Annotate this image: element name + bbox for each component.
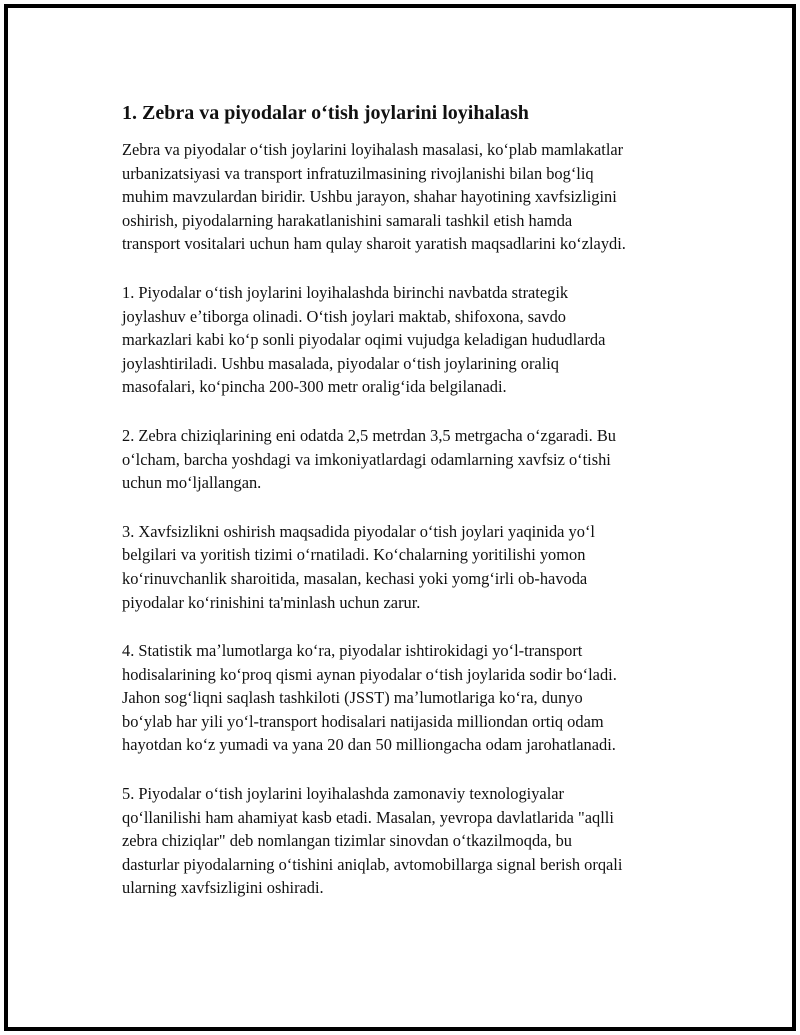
text-line: oshirish, piyodalarning harakatlanishini samarali tashkil etish hamda xyxy=(122,210,573,230)
text-line: koʻrinuvchanlik sharoitida, masalan, kechasi yoki yomgʻirli ob-havoda xyxy=(122,568,588,588)
document-body xyxy=(122,100,702,925)
text-line: 2. Zebra chiziqlarining eni odatda 2,5 metrdan 3,5 metrgacha oʻzgaradi. Bu xyxy=(122,425,616,445)
text-line: hayotdan koʻz yumadi va yana 20 dan 50 milliongacha odam jarohatlanadi. xyxy=(122,735,616,755)
text-line: 4. Statistik maʼlumotlarga koʻra, piyodalar ishtirokidagi yoʻl-transport xyxy=(122,641,583,661)
text-line: urbanizatsiyasi va transport infratuzilmasining rivojlanishi bilan bogʻliq xyxy=(122,163,594,183)
text-line: ularning xavfsizligini oshiradi. xyxy=(122,878,324,898)
text-line: qoʻllanilishi ham ahamiyat kasb etadi. Masalan, yevropa davlatlarida "aqlli xyxy=(122,807,614,827)
text-line: masofalari, koʻpincha 200-300 metr oraligʻida belgilanadi. xyxy=(122,377,507,397)
document-title: 1. Zebra va piyodalar oʻtish joylarini loyihalash xyxy=(122,102,529,124)
text-line: zebra chiziqlar" deb nomlangan tizimlar sinovdan oʻtkazilmoqda, bu xyxy=(122,831,572,851)
text-line: 1. Piyodalar oʻtish joylarini loyihalashda birinchi navbatda strategik xyxy=(122,282,569,302)
text-line: dasturlar piyodalarning oʻtishini aniqlab, avtomobillarga signal berish orqali xyxy=(122,854,623,874)
paragraph-point-2 xyxy=(122,424,702,495)
paragraph-point-3 xyxy=(122,520,702,614)
page-frame xyxy=(4,4,796,1031)
text-line: piyodalar koʻrinishini ta'minlash uchun zarur. xyxy=(122,592,421,612)
text-line: Zebra va piyodalar oʻtish joylarini loyihalash masalasi, koʻplab mamlakatlar xyxy=(122,140,624,159)
paragraph-point-5 xyxy=(122,782,702,900)
text-line: 5. Piyodalar oʻtish joylarini loyihalashda zamonaviy texnologiyalar xyxy=(122,784,564,804)
text-line: oʻlcham, barcha yoshdagi va imkoniyatlardagi odamlarning xavfsiz oʻtishi xyxy=(122,449,611,469)
paragraph-point-1 xyxy=(122,281,702,399)
paragraph-point-4 xyxy=(122,639,702,757)
text-line: markazlari kabi koʻp sonli piyodalar oqimi vujudga keladigan hududlarda xyxy=(122,330,606,350)
text-line: joylashtiriladi. Ushbu masalada, piyodalar oʻtish joylarining oraliq xyxy=(122,353,559,373)
text-line: transport vositalari uchun ham qulay sharoit yaratish maqsadlarini koʻzlaydi. xyxy=(122,234,626,254)
text-line: 3. Xavfsizlikni oshirish maqsadida piyodalar oʻtish joylari yaqinida yoʻl xyxy=(122,521,595,541)
text-line: joylashuv eʼtiborga olinadi. Oʻtish joylari maktab, shifoxona, savdo xyxy=(122,306,566,326)
text-line: boʻylab har yili yoʻl-transport hodisalari natijasida milliondan ortiq odam xyxy=(122,711,604,731)
text-line: belgilari va yoritish tizimi oʻrnatiladi. Koʻchalarning yoritilishi yomon xyxy=(122,545,586,565)
paragraph-intro xyxy=(122,138,702,256)
text-line: uchun moʻljallangan. xyxy=(122,473,262,493)
text-line: muhim mavzulardan biridir. Ushbu jarayon, shahar hayotining xavfsizligini xyxy=(122,187,617,207)
text-line: Jahon sogʻliqni saqlash tashkiloti (JSST) maʼlumotlariga koʻra, dunyo xyxy=(122,688,583,708)
text-line: hodisalarining koʻproq qismi aynan piyodalar oʻtish joylarida sodir boʻladi. xyxy=(122,664,617,684)
